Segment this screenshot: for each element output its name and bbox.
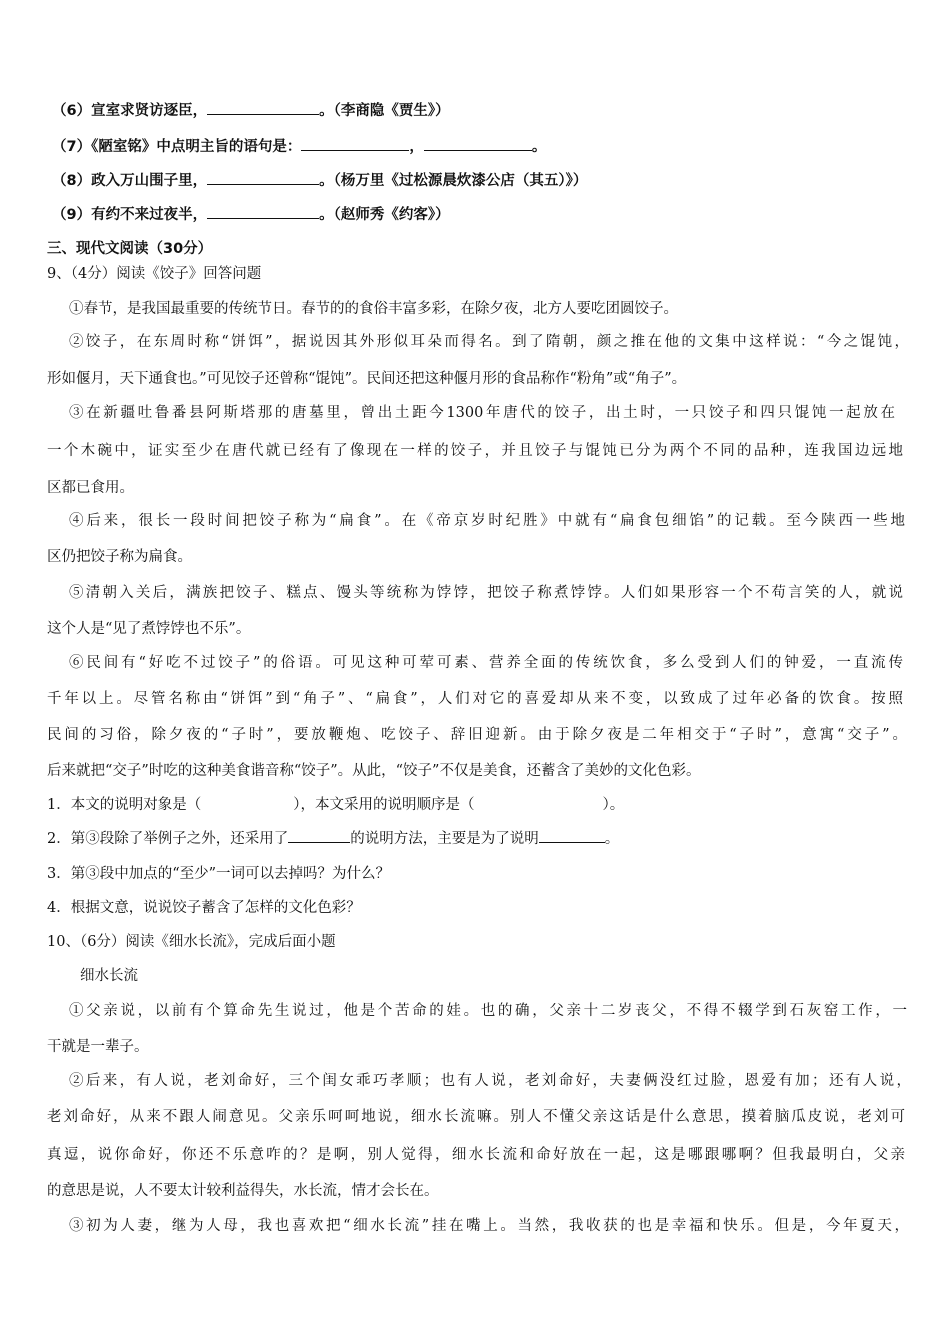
recitation-item-6 — [52, 100, 450, 122]
item-text: （6）宣室求贤访逐臣， — [52, 103, 208, 119]
item-source: 。（李商隐《贾生》） — [319, 103, 450, 119]
recitation-item-9 — [52, 204, 450, 226]
q9-para-3-line: 一个木碗中，证实至少在唐代就已经有了像现在一样的饺子，并且饺子与馄饨已分为两个不同的品种，连我国边远地 — [47, 443, 903, 459]
q9-para-2-line: ②饺子，在东周时称“饼饵”，据说因其外形似耳朵而得名。到了隋朝，颜之推在他的文集中这样说：“今之馄饨， — [69, 334, 909, 350]
answer-blank[interactable] — [424, 136, 532, 151]
q10-para-2-line: ②后来，有人说，老刘命好，三个闺女乖巧孝顺；也有人说，老刘命好，夫妻俩没红过脸，恩爱有加；还有人说， — [69, 1073, 911, 1089]
answer-blank[interactable] — [539, 828, 605, 843]
q9-para-6-line: ⑥民间有“好吃不过饺子”的俗语。可见这种可荤可素、营养全面的传统饮食，多么受到人们的钟爱，一直流传 — [69, 655, 903, 671]
q9-sub-1 — [47, 794, 624, 816]
q9-para-6-line: 后来就把“交子”时吃的这种美食谐音称“饺子”。从此，“饺子”不仅是美食，还蓄含了美妙的文化色彩。 — [47, 763, 701, 779]
q9-para-1: ①春节，是我国最重要的传统节日。春节的的食俗丰富多彩，在除夕夜，北方人要吃团圆饺子。 — [69, 301, 678, 317]
q9-sub-2 — [47, 828, 619, 850]
sub-text: ），本文采用的说明顺序是（ — [293, 797, 475, 813]
recitation-item-7 — [52, 136, 546, 158]
sub-text: 的说明方法，主要是为了说明 — [350, 831, 539, 847]
item-source: 。（赵师秀《约客》） — [319, 207, 450, 223]
item-text: （9）有约不来过夜半， — [52, 207, 208, 223]
sub-text: 。 — [604, 831, 620, 847]
question-10-intro: 10、（6分）阅读《细水长流》，完成后面小题 — [47, 934, 336, 950]
item-text: （7）《陋室铭》中点明主旨的语句是： — [52, 139, 302, 155]
q10-para-2-line: 的意思是说，人不要太计较利益得失，水长流，情才会长在。 — [47, 1183, 439, 1199]
q9-para-3-line: ③在新疆吐鲁番县阿斯塔那的唐墓里，曾出土距今1300年唐代的饺子，出土时，一只饺子和四只馄饨一起放在 — [69, 405, 895, 421]
q10-para-1-line: 干就是一辈子。 — [47, 1039, 149, 1055]
item-text: （8）政入万山围子里， — [52, 173, 208, 189]
q10-para-3-line: ③初为人妻，继为人母，我也喜欢把“细水长流”挂在嘴上。当然，我收获的也是幸福和快乐。但是，今年夏天， — [69, 1218, 909, 1234]
item-source: 。（杨万里《过松源晨炊漆公店（其五）》） — [319, 173, 588, 189]
question-9-intro: 9、（4分）阅读《饺子》回答问题 — [47, 266, 262, 282]
answer-blank[interactable] — [207, 170, 319, 185]
q9-para-6-line: 民间的习俗，除夕夜的“子时”，要放鞭炮、吃饺子、辞旧迎新。由于除夕夜是二年相交于“子时”，意寓“交子”。 — [47, 727, 907, 743]
item-end: 。 — [531, 139, 547, 155]
q9-para-4-line: ④后来，很长一段时间把饺子称为“扁食”。在《帝京岁时纪胜》中就有“扁食包细馅”的记载。至今陕西一些地 — [69, 513, 905, 529]
answer-blank[interactable] — [301, 136, 409, 151]
q9-sub-4: 4．根据文意，说说饺子蓄含了怎样的文化色彩？ — [47, 900, 361, 916]
q10-para-2-line: 老刘命好，从来不跟人闹意见。父亲乐呵呵地说，细水长流嘛。别人不懂父亲这话是什么意思，摸着脑瓜皮说，老刘可 — [47, 1109, 905, 1125]
q9-para-6-line: 千年以上。尽管名称由“饼饵”到“角子”、“扁食”，人们对它的喜爱却从来不变，以致成了过年必备的饮食。按照 — [47, 691, 903, 707]
q9-para-3-line: 区都已食用。 — [47, 480, 134, 496]
sub-text: 1．本文的说明对象是（ — [47, 797, 202, 813]
item-separator: ， — [409, 139, 424, 155]
passage-title: 细水长流 — [80, 968, 138, 984]
q9-para-5-line: ⑤清朝入关后，满族把饺子、糕点、馒头等统称为饽饽，把饺子称煮饽饽。人们如果形容一个不苟言笑的人，就说 — [69, 585, 903, 601]
answer-blank[interactable] — [288, 828, 350, 843]
q9-para-2-line: 形如偃月，天下通食也。”可见饺子还曾称“馄饨”。民间还把这种偃月形的食品称作“粉角”或“角子”。 — [47, 371, 687, 387]
sub-text: 2．第③段除了举例子之外，还采用了 — [47, 831, 289, 847]
q9-sub-3: 3．第③段中加点的“至少”一词可以去掉吗？为什么？ — [47, 866, 391, 882]
answer-blank[interactable] — [207, 204, 319, 219]
recitation-item-8 — [52, 170, 587, 192]
q10-para-1-line: ①父亲说，以前有个算命先生说过，他是个苦命的娃。也的确，父亲十二岁丧父，不得不辍学到石灰窑工作，一 — [69, 1003, 907, 1019]
q10-para-2-line: 真逗，说你命好，你还不乐意咋的？是啊，别人觉得，细水长流和命好放在一起，这是哪跟哪啊？但我最明白，父亲 — [47, 1147, 905, 1163]
section-heading: 三、现代文阅读（30分） — [47, 241, 213, 257]
q9-para-5-line: 这个人是“见了煮饽饽也不乐”。 — [47, 621, 251, 637]
sub-text: ）。 — [602, 797, 625, 813]
q9-para-4-line: 区仍把饺子称为扁食。 — [47, 549, 192, 565]
answer-blank[interactable] — [207, 100, 319, 115]
